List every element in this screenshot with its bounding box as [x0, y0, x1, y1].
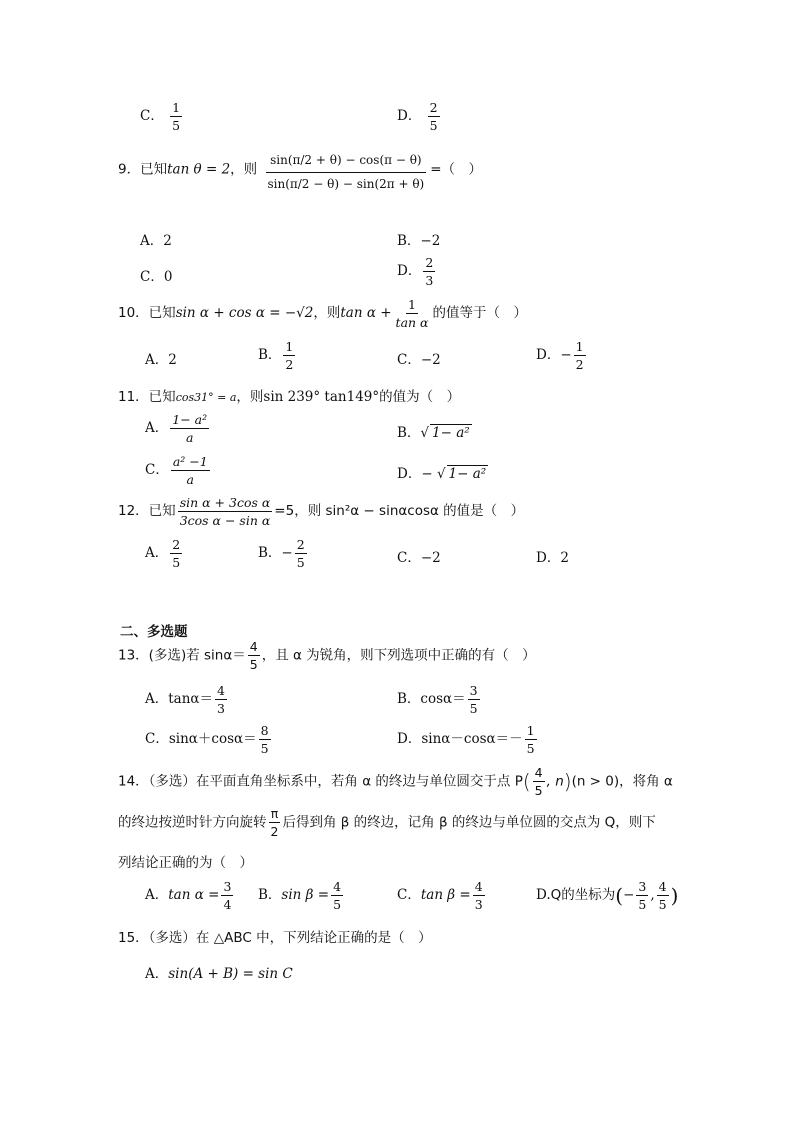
q8-option-c: [140, 101, 184, 132]
option-label: C．: [397, 887, 421, 904]
option-value: −2: [420, 550, 441, 566]
numerator: 1: [283, 340, 295, 356]
option-value: 0: [163, 269, 173, 285]
q10-option-d: [536, 340, 588, 371]
q9-suffix: =（ ）: [430, 161, 483, 178]
q14-line2: [118, 807, 656, 838]
fraction: [574, 340, 586, 371]
numerator: sin(π/2 + θ) − cos(π − θ): [266, 150, 426, 173]
option-label: A．: [145, 966, 169, 982]
option-label: A．: [145, 691, 169, 708]
denominator: a: [185, 430, 194, 446]
q11-option-b: B．√ 1− a²: [397, 425, 470, 441]
option-label: C．: [145, 462, 169, 479]
q9-then: ，则: [230, 161, 258, 178]
denominator: 5: [172, 118, 181, 134]
fraction: [657, 880, 669, 911]
q11-option-d: D．− √ 1− a²: [397, 466, 487, 482]
denominator: 5: [526, 741, 535, 757]
section-title: 二、多选题: [120, 624, 188, 640]
q14-option-a: [145, 880, 235, 911]
fraction: [269, 807, 281, 838]
q9-option-a: [140, 229, 172, 249]
radicand: 1− a²: [448, 466, 487, 482]
q14-option-b: [258, 880, 345, 911]
q12-prefix: 12．已知: [118, 503, 176, 520]
fraction: [331, 880, 343, 911]
q10-then: ，则: [313, 305, 341, 322]
denominator: tan α: [395, 315, 429, 331]
fraction: [283, 340, 295, 371]
q9-prefix: 9．已知: [118, 161, 168, 178]
fraction: [636, 880, 648, 911]
option-label: B．: [397, 425, 421, 441]
numerator: a² −1: [171, 455, 210, 471]
option-label: A．: [145, 420, 169, 437]
denominator: 2: [270, 824, 279, 840]
q9-given: tan θ = 2: [167, 161, 231, 178]
denominator: 2: [285, 357, 294, 373]
option-label: D．: [397, 731, 422, 748]
q11-option-c: [145, 455, 212, 486]
option-expr: tanα＝: [168, 691, 214, 708]
option-value: 2: [163, 233, 172, 249]
radicand: 1− a²: [432, 425, 470, 441]
q14-line3: 列结论正确的为（ ）: [118, 855, 253, 871]
q9-option-c: [140, 265, 172, 285]
denominator: 3cos α − sin α: [179, 513, 271, 529]
option-label: D．: [397, 466, 422, 482]
q10-given: sin α + cos α = −√2: [175, 305, 314, 322]
fraction: [428, 101, 440, 132]
denominator: 3: [474, 897, 483, 913]
option-label: A．: [145, 887, 169, 904]
option-sign: −: [421, 466, 433, 482]
q12-option-b: [258, 538, 309, 569]
numerator: 3: [221, 880, 233, 896]
option-label: A．: [145, 545, 169, 562]
numerator: 1: [574, 340, 586, 356]
fraction: [171, 455, 210, 486]
denominator: 5: [429, 118, 438, 134]
denominator: 5: [260, 741, 269, 757]
fraction: [533, 766, 545, 797]
q10-expr: tan α +: [340, 305, 392, 322]
numerator: 2: [170, 538, 182, 554]
denominator: 5: [658, 897, 667, 913]
q11-stem: [118, 385, 460, 405]
q14-text: 后得到角 β 的终边，记角 β 的终边与单位圆的交点为 Q，则下: [282, 814, 656, 831]
q12-option-d: [536, 546, 569, 566]
numerator: sin α + 3cos α: [178, 496, 273, 512]
option-label: B．: [258, 545, 282, 562]
numerator: 1: [170, 101, 182, 117]
numerator: 2: [423, 256, 435, 272]
q10-suffix: 的值等于（ ）: [432, 305, 527, 322]
q9-option-d: [397, 256, 437, 287]
option-label: D．: [536, 347, 561, 364]
fraction: [468, 684, 480, 715]
q15-option-a: [145, 962, 293, 982]
q12-option-a: [145, 538, 184, 569]
option-label: D．: [397, 108, 422, 125]
option-label: D．: [397, 263, 422, 280]
numerator: 1: [406, 298, 418, 314]
denominator: 2: [575, 357, 584, 373]
q11-suffix: 的值为（ ）: [379, 389, 461, 405]
fraction: [170, 101, 182, 132]
option-expr: sinα－cosα＝－: [421, 731, 523, 748]
q11-option-a: [145, 413, 211, 444]
q14-text: 14．（多选）在平面直角坐标系中，若角 α 的终边与单位圆交于点 P: [118, 773, 523, 790]
q10-option-a: [145, 348, 177, 368]
q13-option-a: [145, 684, 229, 715]
fraction: [170, 538, 182, 569]
q12-option-c: [397, 546, 441, 566]
option-expr: cosα＝: [420, 691, 466, 708]
option-expr: sinα＋cosα＝: [168, 731, 257, 748]
q14-coord: , n: [546, 773, 564, 790]
q14-line1: 14．（多选）在平面直角坐标系中，若角 α 的终边与单位圆交于点 P( $\frac{4}{5}$ , n)(n > 0)，将角 α: [118, 765, 673, 799]
q12-mid: =5，则 sin²α − sinαcosα 的值是（ ）: [274, 503, 525, 520]
denominator: 5: [172, 555, 181, 571]
denominator: 5: [534, 783, 543, 799]
q13-suffix: ，且 α 为锐角，则下列选项中正确的有（ ）: [261, 647, 536, 664]
option-value: sin(A + B) = sin C: [168, 966, 293, 982]
fraction: [295, 538, 307, 569]
numerator: 2: [428, 101, 440, 117]
q9-fraction: [263, 150, 428, 190]
option-sign: −: [560, 347, 572, 364]
option-label: A．: [140, 233, 164, 249]
option-value: 2: [560, 550, 569, 566]
q10-option-c: [397, 348, 441, 368]
numerator: 1− a²: [170, 413, 209, 429]
option-label: C．: [140, 108, 164, 125]
fraction: [178, 496, 273, 527]
option-sign: −: [281, 545, 293, 562]
denominator: 3: [217, 701, 225, 717]
denominator: 5: [249, 657, 258, 673]
option-label: B．: [397, 691, 421, 708]
q14-text: 的终边按逆时针方向旋转: [118, 814, 267, 831]
option-label: D．: [536, 550, 561, 566]
numerator: 3: [636, 880, 648, 896]
fraction: [423, 256, 435, 287]
numerator: 4: [533, 766, 545, 782]
option-sign: −: [623, 887, 635, 904]
denominator: 5: [296, 555, 305, 571]
denominator: 5: [333, 897, 342, 913]
numerator: 8: [259, 724, 271, 740]
denominator: 5: [469, 701, 478, 717]
numerator: 4: [248, 640, 260, 656]
denominator: a: [186, 472, 194, 488]
q11-expr: sin 239° tan149°: [263, 389, 380, 405]
fraction: [259, 724, 271, 755]
numerator: π: [269, 807, 281, 823]
option-label: B．: [258, 347, 282, 364]
q13-stem: [118, 640, 536, 671]
q14-option-d: D.Q的坐标为(− $\frac{3}{5}$ , $\frac{4}{5}$ ): [536, 879, 679, 913]
numerator: 4: [657, 880, 669, 896]
q14-text: (n > 0)，将角 α: [571, 773, 673, 790]
q10-option-b: [258, 340, 297, 371]
q11-then: ，则: [236, 389, 264, 405]
option-value: 2: [168, 352, 177, 368]
option-label: C．: [397, 352, 421, 368]
q14-option-c: [397, 880, 487, 911]
denominator: sin(π/2 − θ) − sin(2π + θ): [267, 176, 425, 191]
numerator: 3: [468, 684, 480, 700]
denominator: 3: [425, 273, 434, 289]
q10-stem: [118, 298, 527, 329]
option-expr: Q的坐标为: [550, 887, 616, 904]
option-label: C．: [397, 550, 421, 566]
q13-option-b: [397, 684, 482, 715]
numerator: 1: [525, 724, 537, 740]
option-label: C．: [140, 269, 164, 285]
option-value: −2: [420, 352, 441, 368]
numerator: 4: [473, 880, 485, 896]
numerator: 4: [215, 684, 227, 700]
q15-stem: 15．（多选）在 △ABC 中，下列结论正确的是（ ）: [118, 930, 432, 946]
fraction: [473, 880, 485, 911]
denominator: 5: [638, 897, 647, 913]
q13-option-c: [145, 724, 273, 755]
option-expr: tan β =: [420, 887, 471, 904]
fraction: [221, 880, 233, 911]
q9-option-b: [397, 229, 440, 249]
q10-prefix: 10．已知: [118, 305, 176, 322]
option-expr: sin β =: [281, 887, 330, 904]
denominator: 4: [223, 897, 232, 913]
option-expr: tan α =: [168, 887, 220, 904]
numerator: 2: [295, 538, 307, 554]
q13-option-d: [397, 724, 539, 755]
option-label: D.: [536, 887, 551, 904]
q9-stem: [118, 150, 482, 190]
numerator: 4: [331, 880, 343, 896]
q13-prefix: 13．(多选)若 sinα＝: [118, 647, 246, 664]
option-label: B．: [258, 887, 282, 904]
option-label: B．: [397, 233, 421, 249]
fraction: [215, 684, 227, 715]
option-label: C．: [145, 731, 169, 748]
q11-prefix: 11．已知: [118, 389, 176, 405]
fraction: [525, 724, 537, 755]
q12-stem: [118, 496, 524, 527]
q11-given: cos31° = a: [175, 391, 237, 404]
q8-option-d: [397, 101, 442, 132]
fraction: [248, 640, 260, 671]
fraction: [394, 298, 431, 329]
option-label: A．: [145, 352, 169, 368]
option-value: −2: [420, 233, 441, 249]
fraction: [170, 413, 209, 444]
